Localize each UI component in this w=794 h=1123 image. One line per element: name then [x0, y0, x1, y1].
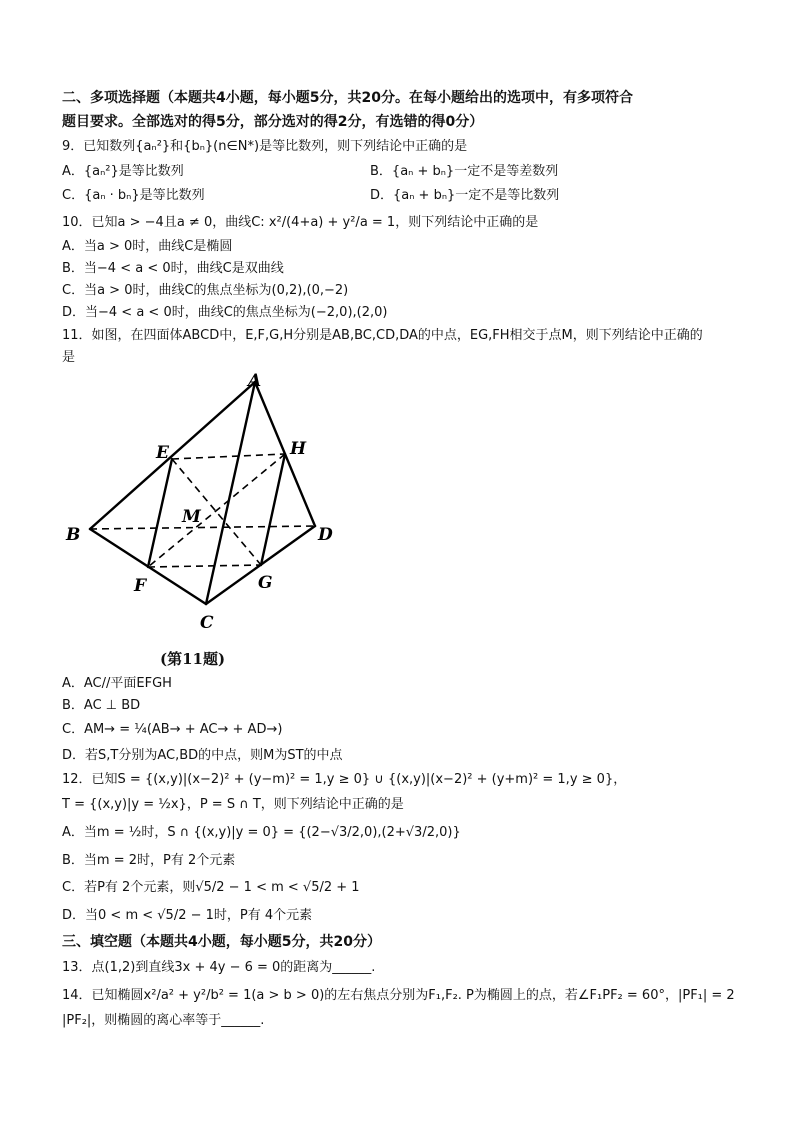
q11-option-c: C．AM→ = ¼(AB→ + AC→ + AD→)	[62, 722, 283, 737]
edge-ab	[90, 382, 255, 529]
point-label-g: G	[258, 573, 273, 593]
section2-heading-line1: 二、多项选择题（本题共4小题，每小题5分，共20分。在每小题给出的选项中，有多项符合	[62, 90, 633, 106]
q12-option-c: C．若P有 2个元素，则√5/2 − 1 < m < √5/2 + 1	[62, 880, 360, 895]
point-label-e: E	[156, 443, 169, 463]
segment-eh-hidden	[172, 454, 285, 459]
q11-option-d: D．若S,T分别为AC,BD的中点，则M为ST的中点	[62, 748, 343, 763]
tetrahedron-figure	[62, 372, 362, 644]
vertex-label-c: C	[200, 613, 214, 633]
q11-stem-line1: 11．如图，在四面体ABCD中，E,F,G,H分别是AB,BC,CD,DA的中点，EG,FH相交于点M，则下列结论中正确的	[62, 328, 703, 343]
q10-stem: 10．已知a > −4且a ≠ 0，曲线C: x²/(4+a) + y²/a = 1，则下列结论中正确的是	[62, 215, 539, 230]
point-label-m: M	[182, 507, 201, 527]
edge-bd-hidden	[90, 526, 315, 529]
edge-ac	[206, 382, 255, 604]
q14-line2: |PF₂|，则椭圆的离心率等于______.	[62, 1013, 265, 1028]
vertex-label-a: A	[248, 372, 262, 391]
vertex-label-d: D	[318, 525, 333, 545]
vertex-label-b: B	[66, 525, 81, 545]
q9-option-a: A．{aₙ²}是等比数列	[62, 164, 184, 179]
q9-option-c: C．{aₙ · bₙ}是等比数列	[62, 188, 205, 203]
q10-option-a: A．当a > 0时，曲线C是椭圆	[62, 239, 233, 254]
section2-heading-line2: 题目要求。全部选对的得5分，部分选对的得2分，有选错的得0分）	[62, 114, 484, 130]
section3-heading: 三、填空题（本题共4小题，每小题5分，共20分）	[62, 934, 381, 950]
q11-stem-line2: 是	[62, 350, 76, 365]
q11-option-a: A．AC//平面EFGH	[62, 676, 172, 691]
q11-option-b: B．AC ⊥ BD	[62, 698, 141, 713]
q12-stem-line1: 12．已知S = {(x,y)|(x−2)² + (y−m)² = 1,y ≥ 0} ∪ {(x,y)|(x−2)² + (y+m)² = 1,y ≥ 0}，	[62, 772, 627, 787]
q9-stem: 9．已知数列{aₙ²}和{bₙ}(n∈N*)是等比数列，则下列结论中正确的是	[62, 139, 468, 154]
figure-caption: (第11题)	[160, 650, 226, 668]
q10-option-b: B．当−4 < a < 0时，曲线C是双曲线	[62, 261, 284, 276]
q12-option-b: B．当m = 2时，P有 2个元素	[62, 853, 236, 868]
point-label-f: F	[134, 576, 147, 596]
q12-stem-line2: T = {(x,y)|y = ½x}，P = S ∩ T，则下列结论中正确的是	[62, 797, 404, 812]
point-label-h: H	[290, 439, 307, 459]
q10-option-d: D．当−4 < a < 0时，曲线C的焦点坐标为(−2,0),(2,0)	[62, 305, 388, 320]
q13-text: 13．点(1,2)到直线3x + 4y − 6 = 0的距离为______.	[62, 960, 376, 975]
q12-option-a: A．当m = ½时，S ∩ {(x,y)|y = 0} = {(2−√3/2,0),(2+√3/2,0)}	[62, 825, 461, 840]
q14-line1: 14．已知椭圆x²/a² + y²/b² = 1(a > b > 0)的左右焦点分别为F₁,F₂. P为椭圆上的点，若∠F₁PF₂ = 60°，|PF₁| = 2	[62, 988, 735, 1003]
q9-option-b: B．{aₙ + bₙ}一定不是等差数列	[370, 164, 559, 179]
segment-fg-hidden	[148, 565, 261, 567]
q10-option-c: C．当a > 0时，曲线C的焦点坐标为(0,2),(0,−2)	[62, 283, 349, 298]
q9-option-d: D．{aₙ + bₙ}一定不是等比数列	[370, 188, 560, 203]
q12-option-d: D．当0 < m < √5/2 − 1时，P有 4个元素	[62, 908, 313, 923]
